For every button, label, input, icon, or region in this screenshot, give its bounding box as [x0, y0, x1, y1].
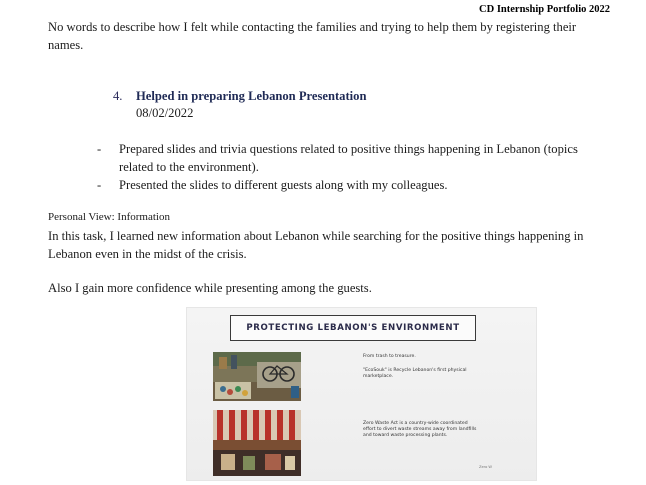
bullet-dash: -	[97, 178, 102, 192]
presentation-slide-image	[187, 308, 536, 480]
slide-footnote: Zero W	[479, 465, 492, 469]
slide-text-line: From trash to treasure.	[363, 354, 416, 359]
slide-text-line: "EcoSouk" is Recycle Lebanon's first physical	[363, 368, 467, 373]
task-date: 08/02/2022	[136, 106, 194, 120]
bullet-2-line-1: Presented the slides to different guests along with my colleagues.	[119, 178, 448, 192]
slide-text-line: Zero Waste Act is a country-wide coordinated	[363, 421, 468, 426]
intro-line-1: No words to describe how I felt while contacting the families and trying to help them by registering their	[48, 20, 577, 34]
slide-text-line: and toward waste processing plants.	[363, 433, 448, 438]
waste-stand-photo	[213, 410, 301, 476]
portfolio-header: CD Internship Portfolio 2022	[479, 4, 610, 15]
task-title: Helped in preparing Lebanon Presentation	[136, 89, 367, 103]
intro-line-2: names.	[48, 38, 84, 52]
task-number: 4.	[113, 89, 123, 103]
bullet-1-line-2: related to the environment).	[119, 160, 259, 174]
ecosouk-photo	[213, 352, 301, 401]
personal-view-line-2: Lebanon even in the midst of the crisis.	[48, 247, 247, 261]
personal-view-line-1: In this task, I learned new information about Lebanon while searching for the positive things happening in	[48, 229, 584, 243]
slide-text-line: effort to divert waste streams away from landfills	[363, 427, 477, 432]
bullet-dash: -	[97, 142, 102, 156]
bullet-1-line-1: Prepared slides and trivia questions related to positive things happening in Lebanon (topics	[119, 142, 578, 156]
personal-view-extra: Also I gain more confidence while presenting among the guests.	[48, 281, 372, 295]
slide-title: PROTECTING LEBANON'S ENVIRONMENT	[230, 315, 476, 341]
slide-text-line: marketplace.	[363, 374, 394, 379]
personal-view-label: Personal View: Information	[48, 211, 170, 223]
